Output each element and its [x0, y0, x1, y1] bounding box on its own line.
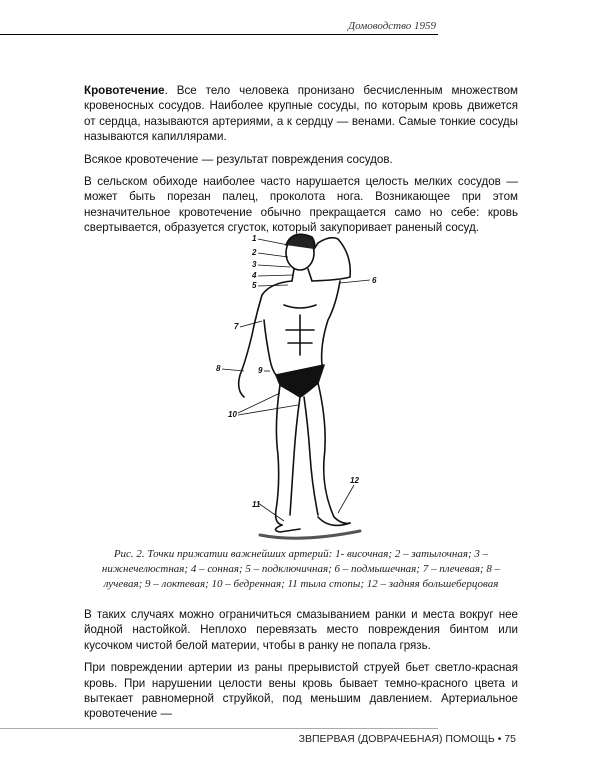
running-header: Домоводство 1959 [348, 20, 436, 32]
body-text-top [84, 83, 518, 243]
figure-label: 8 [216, 364, 221, 373]
man-illustration [239, 234, 360, 538]
footer-section: ЗВПЕРВАЯ (ДОВРАЧЕБНАЯ) ПОМОЩЬ [298, 733, 495, 745]
figure-label: 7 [234, 322, 239, 331]
figure-label: 1 [252, 234, 257, 243]
figure-label: 11 [252, 500, 261, 509]
figure-label: 4 [252, 271, 257, 280]
running-footer [299, 733, 516, 745]
figure-label: 9 [258, 366, 263, 375]
body-text-bottom [84, 607, 518, 729]
figure-label: 5 [252, 281, 257, 290]
paragraph: При повреждении артерии из раны прерывистой струей бьет светло-красная кровь. При нарушении целости вены кровь бывает темно-красного цвета и вытекает равномерной струйкой, под меньшим давлением. Артериальное кровотечение — [84, 661, 518, 721]
figure-label: 2 [252, 248, 257, 257]
figure-caption: Рис. 2. Точки прижатии важнейших артерий: 1- височная; 2 – затылочная; 3 – нижнечелюстная; 4 – сонная; 5 – подключичная; 6 – подмышечная; 7 – плечевая; 8 – лучевая; 9 – локтевая; 10 – бедренная; 11 тыла стопы; 12 – задняя большеберцовая [101, 548, 501, 590]
page-number: 75 [504, 733, 516, 745]
term-bold: Кровотечение [84, 84, 165, 97]
figure-label: 3 [252, 260, 257, 269]
paragraph: В таких случаях можно ограничиться смазыванием ранки и места вокруг нее йодной настойкой. Неплохо перевязать место повреждения бинтом или кусочком чистой белой материи, чтобы в ранку не попала грязь. [84, 608, 518, 652]
header-rule [0, 34, 438, 35]
footer-bullet: • [497, 733, 502, 745]
paragraph: В сельском обиходе наиболее часто нарушается целость мелких сосудов — может быть порезан палец, проколота нога. Возникающее при этом незначительное кровотечение обычно прекращается само но себе: кровь свертывается, образуется сгусток, который закупоривает раненый сосуд. [84, 175, 518, 235]
figure-label: 6 [372, 276, 377, 285]
footer-rule [0, 728, 438, 729]
figure-label: 10 [228, 410, 237, 419]
paragraph: Всякое кровотечение — результат повреждения сосудов. [84, 152, 393, 166]
paragraph: Кровотечение. Все тело человека пронизано бесчисленным множеством кровеносных сосудов. Наиболее крупные сосуды, по которым кровь движется от сердца, называются артериями, а к сердцу — венами. Самые тонкие сосуды называются капиллярами. [84, 84, 518, 144]
artery-pressure-points-figure [200, 225, 400, 543]
figure-label: 12 [350, 476, 359, 485]
